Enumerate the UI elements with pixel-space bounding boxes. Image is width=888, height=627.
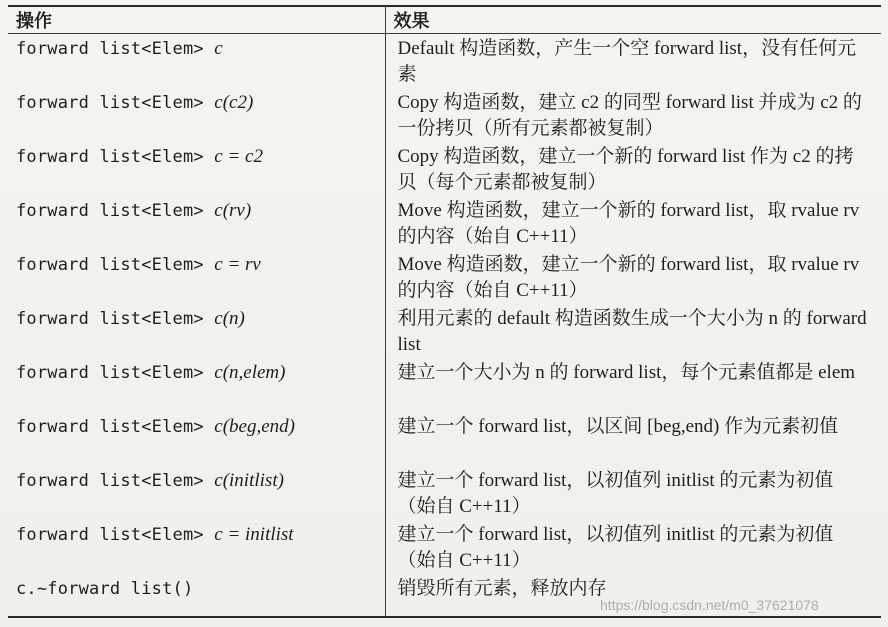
operation-arg: c(n) [214, 308, 245, 329]
effect-cell [385, 412, 881, 466]
table-row [8, 358, 881, 412]
operation-code: forward list<Elem> [16, 147, 215, 167]
operation-arg: c = rv [214, 254, 261, 275]
effect-text: 建立一个大小为 n 的 forward list，每个元素值都是 elem [397, 362, 856, 383]
table-row [8, 142, 881, 196]
operation-code: forward list<Elem> [16, 255, 215, 275]
effect-text: 建立一个 forward list，以区间 [beg,end) 作为元素初值 [397, 416, 839, 437]
operation-code: forward list<Elem> [16, 363, 215, 383]
operation-code: forward list<Elem> [16, 417, 215, 437]
table-row [8, 466, 881, 520]
operation-cell [8, 358, 385, 412]
effect-text: 销毁所有元素，释放内存 [397, 578, 607, 599]
table-row [8, 304, 881, 358]
operation-arg: c(initlist) [214, 470, 284, 491]
effect-text: 建立一个 forward list，以初值列 initlist 的元素为初值（始自 C++11） [397, 524, 834, 571]
effect-text: 利用元素的 default 构造函数生成一个大小为 n 的 forward list [397, 308, 867, 355]
operation-arg: c = initlist [214, 524, 294, 545]
operation-cell [8, 34, 385, 89]
operations-table [8, 5, 881, 618]
watermark: https://blog.csdn.net/m0_37621078 [600, 597, 819, 613]
effect-text: Move 构造函数，建立一个新的 forward list，取 rvalue rv 的内容（始自 C++11） [397, 254, 860, 301]
operation-code: forward list<Elem> [16, 39, 215, 59]
effect-text: 建立一个 forward list，以初值列 initlist 的元素为初值（始自 C++11） [397, 470, 834, 517]
operation-cell [8, 574, 385, 617]
effect-cell [385, 34, 881, 89]
operation-code: forward list<Elem> [16, 201, 215, 221]
effect-cell [385, 466, 881, 520]
operation-arg: c [214, 38, 223, 59]
table-row [8, 34, 881, 89]
effect-text: Default 构造函数，产生一个空 forward list，没有任何元素 [397, 38, 857, 85]
operation-cell [8, 88, 385, 142]
operation-code: forward list<Elem> [16, 309, 215, 329]
effect-cell [385, 358, 881, 412]
operation-arg: c = c2 [214, 146, 263, 167]
operation-arg: c(rv) [214, 200, 252, 221]
operation-cell [8, 466, 385, 520]
effect-cell [385, 142, 881, 196]
operation-code: forward list<Elem> [16, 525, 215, 545]
operation-code: c.~forward list() [16, 579, 194, 599]
operation-code: forward list<Elem> [16, 93, 215, 113]
operation-arg: c(c2) [214, 92, 254, 113]
table-header-row [8, 6, 881, 34]
operation-arg: c(beg,end) [214, 416, 295, 437]
effect-cell [385, 88, 881, 142]
table-row [8, 196, 881, 250]
effect-text: Move 构造函数，建立一个新的 forward list，取 rvalue rv 的内容（始自 C++11） [397, 200, 860, 247]
operation-code: forward list<Elem> [16, 471, 215, 491]
table-row [8, 412, 881, 466]
table-row [8, 250, 881, 304]
header-operation: 操作 [8, 6, 385, 34]
operation-cell [8, 250, 385, 304]
operation-cell [8, 304, 385, 358]
operation-cell [8, 412, 385, 466]
operation-cell [8, 142, 385, 196]
effect-cell [385, 304, 881, 358]
effect-cell [385, 196, 881, 250]
operation-arg: c(n,elem) [214, 362, 286, 383]
effect-text: Copy 构造函数，建立一个新的 forward list 作为 c2 的拷贝（每个元素都被复制） [397, 146, 854, 193]
effect-text: Copy 构造函数，建立 c2 的同型 forward list 并成为 c2 的一份拷贝（所有元素都被复制） [397, 92, 862, 139]
operation-cell [8, 520, 385, 574]
effect-cell [385, 520, 881, 574]
table-row [8, 88, 881, 142]
effect-cell [385, 250, 881, 304]
header-effect: 效果 [385, 6, 881, 34]
table-row [8, 520, 881, 574]
operation-cell [8, 196, 385, 250]
